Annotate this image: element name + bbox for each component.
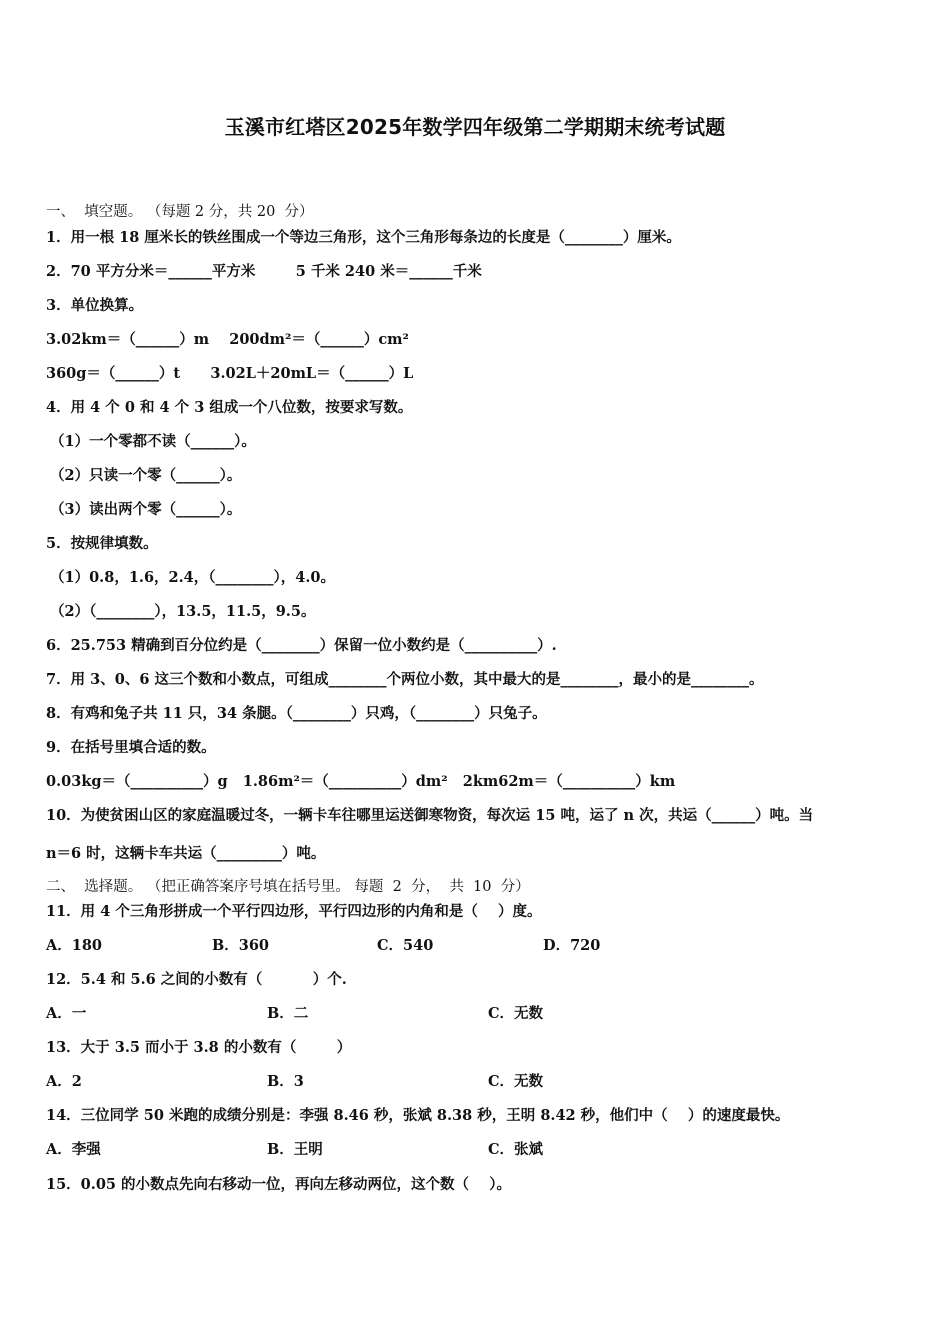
question-9-row: 0.03kg＝（__________）g 1.86m²＝（__________）dm² 2km62m＝（__________）km bbox=[46, 773, 676, 790]
question-9: 9．在括号里填合适的数。 bbox=[46, 739, 216, 756]
question-1: 1．用一根 18 厘米长的铁丝围成一个等边三角形，这个三角形每条边的长度是（________）厘米。 bbox=[46, 229, 681, 246]
question-4-part-1: （1）一个零都不读（______）。 bbox=[50, 433, 256, 450]
question-13: 13．大于 3.5 而小于 3.8 的小数有（ ） bbox=[46, 1039, 352, 1056]
option-d: D．720 bbox=[543, 937, 601, 954]
option-b: B．二 bbox=[267, 1005, 309, 1022]
section-2-heading: 二、 选择题。 （把正确答案序号填在括号里。 每题 2 分， 共 10 分） bbox=[46, 879, 530, 895]
option-a: A．一 bbox=[46, 1005, 87, 1022]
option-c: C．无数 bbox=[488, 1005, 544, 1022]
question-3-row-1: 3.02km＝（______）m 200dm²＝（______）cm² bbox=[46, 331, 409, 348]
option-c: C．540 bbox=[377, 937, 434, 954]
option-a: A．180 bbox=[46, 937, 103, 954]
option-b: B．王明 bbox=[267, 1141, 323, 1158]
option-a: A．李强 bbox=[46, 1141, 101, 1158]
question-15: 15．0.05 的小数点先向右移动一位，再向左移动两位，这个数（ ）。 bbox=[46, 1176, 511, 1193]
question-4-part-2: （2）只读一个零（______）。 bbox=[50, 467, 242, 484]
question-5-part-2: （2）（________），13.5，11.5，9.5。 bbox=[50, 603, 316, 620]
question-11: 11．用 4 个三角形拼成一个平行四边形，平行四边形的内角和是（ ）度。 bbox=[46, 903, 542, 920]
option-b: B．3 bbox=[267, 1073, 304, 1090]
section-1-heading: 一、 填空题。 （每题 2 分，共 20 分） bbox=[46, 204, 314, 220]
question-7: 7．用 3、0、6 这三个数和小数点，可组成________个两位小数，其中最大的是________，最小的是________。 bbox=[46, 671, 764, 688]
question-6: 6．25.753 精确到百分位约是（________）保留一位小数约是（__________）. bbox=[46, 637, 557, 654]
question-2: 2．70 平方分米＝______平方米 5 千米 240 米＝______千米 bbox=[46, 263, 482, 280]
question-10-cont: n＝6 时，这辆卡车共运（_________）吨。 bbox=[46, 845, 326, 862]
question-4: 4．用 4 个 0 和 4 个 3 组成一个八位数，按要求写数。 bbox=[46, 399, 413, 416]
option-a: A．2 bbox=[46, 1073, 82, 1090]
option-c: C．张斌 bbox=[488, 1141, 544, 1158]
question-5: 5．按规律填数。 bbox=[46, 535, 158, 552]
exam-title: 玉溪市红塔区2025年数学四年级第二学期期末统考试题 bbox=[224, 115, 726, 139]
question-12: 12．5.4 和 5.6 之间的小数有（ ）个. bbox=[46, 971, 347, 988]
option-c: C．无数 bbox=[488, 1073, 544, 1090]
question-4-part-3: （3）读出两个零（______）。 bbox=[50, 501, 242, 518]
option-b: B．360 bbox=[212, 937, 270, 954]
question-5-part-1: （1）0.8，1.6，2.4，（________），4.0。 bbox=[50, 569, 335, 586]
question-8: 8．有鸡和兔子共 11 只，34 条腿。（________）只鸡，（________）只兔子。 bbox=[46, 705, 547, 722]
question-10: 10．为使贫困山区的家庭温暖过冬，一辆卡车往哪里运送御寒物资，每次运 15 吨，运了 n 次，共运（______）吨。当 bbox=[46, 807, 814, 824]
question-3: 3．单位换算。 bbox=[46, 297, 144, 314]
question-3-row-2: 360g＝（______）t 3.02L＋20mL＝（______）L bbox=[46, 365, 414, 382]
question-14: 14．三位同学 50 米跑的成绩分别是：李强 8.46 秒，张斌 8.38 秒，王明 8.42 秒，他们中（ ）的速度最快。 bbox=[46, 1107, 790, 1124]
